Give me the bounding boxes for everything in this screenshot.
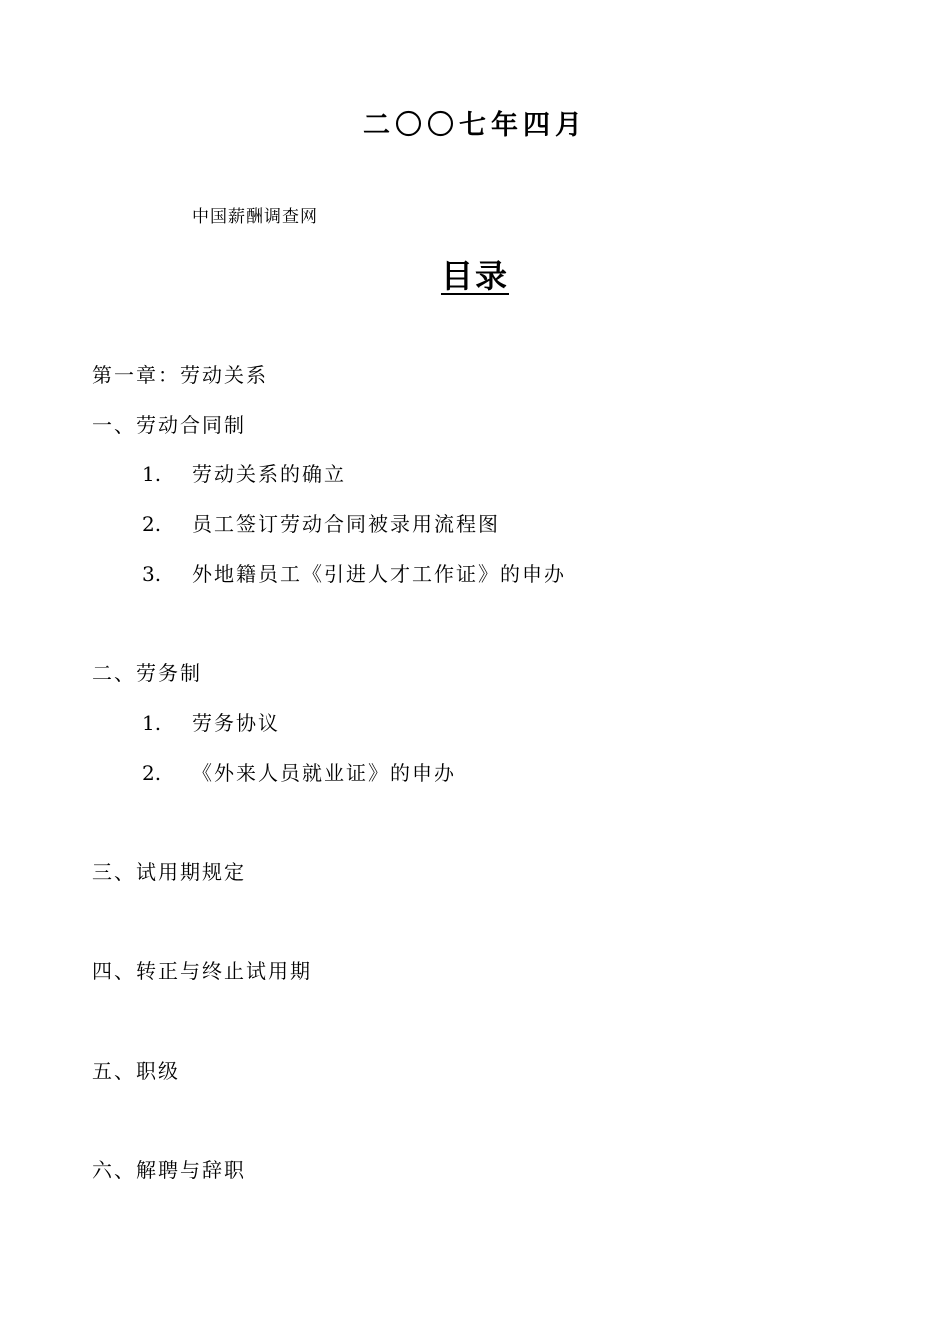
toc-title <box>0 252 950 300</box>
toc-item-1-3[interactable] <box>142 559 566 589</box>
toc-section-3[interactable]: 三、试用期规定 <box>92 860 246 884</box>
toc-item-1-1[interactable] <box>142 459 346 489</box>
toc-item-number: 2. <box>142 512 162 536</box>
toc-item-text: 员工签订劳动合同被录用流程图 <box>192 512 500 536</box>
document-date: 二〇〇七年四月 <box>363 110 587 141</box>
toc-item-number: 2. <box>142 761 162 785</box>
toc-item-text: 外地籍员工《引进人才工作证》的申办 <box>192 562 566 586</box>
toc-item-text: 劳动关系的确立 <box>192 462 346 486</box>
toc-item-1-2[interactable] <box>142 509 500 539</box>
toc-section-4[interactable]: 四、转正与终止试用期 <box>92 959 312 983</box>
toc-section-5[interactable]: 五、职级 <box>92 1059 180 1083</box>
toc-item-text: 劳务协议 <box>192 711 280 735</box>
site-name: 中国薪酬调查网 <box>192 207 318 227</box>
toc-item-2-2[interactable] <box>142 758 456 788</box>
toc-section-2[interactable]: 二、劳务制 <box>92 661 202 685</box>
toc-section-1[interactable]: 一、劳动合同制 <box>92 413 246 437</box>
toc-chapter[interactable]: 第一章：劳动关系 <box>92 363 268 387</box>
toc-item-number: 1. <box>142 462 162 486</box>
toc-section-6[interactable]: 六、解聘与辞职 <box>92 1158 246 1182</box>
toc-item-2-1[interactable] <box>142 708 280 738</box>
toc-item-number: 3. <box>142 562 162 586</box>
toc-title-text: 目录 <box>440 257 509 295</box>
toc-item-text: 《外来人员就业证》的申办 <box>192 761 456 785</box>
toc-item-number: 1. <box>142 711 162 735</box>
